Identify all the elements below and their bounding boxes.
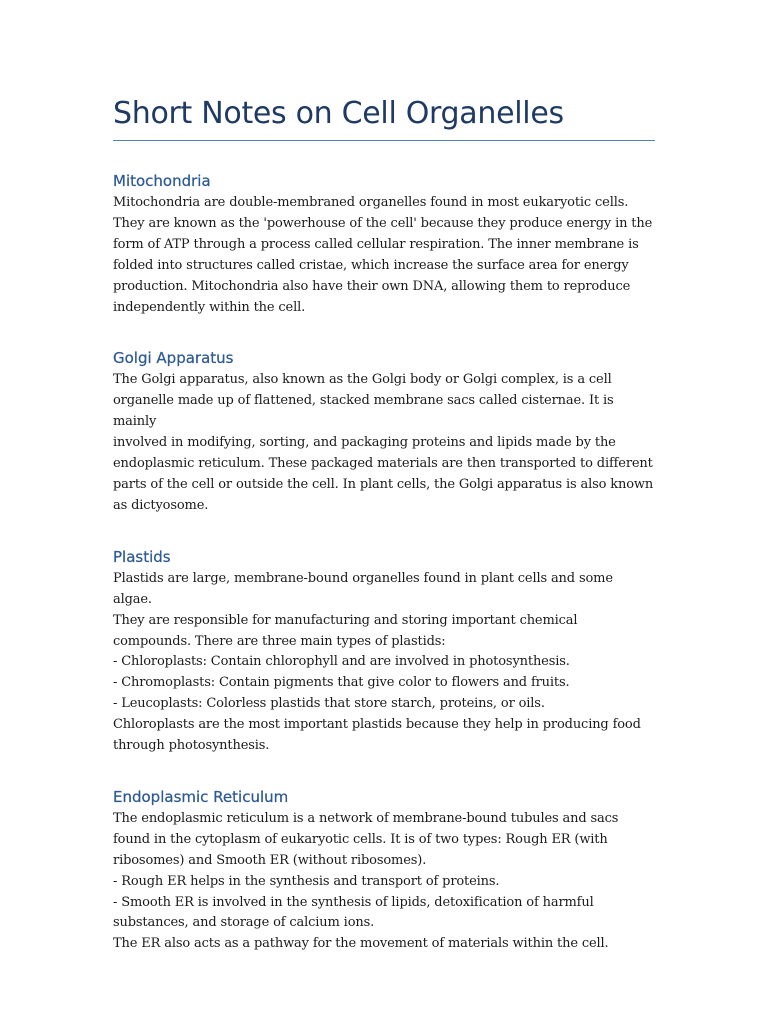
section-body-mitochondria: Mitochondria are double-membraned organelles found in most eukaryotic cells. They are known as the 'powerhouse of the cell' because they produce energy in the form of ATP through a process called cellular respiration. The inner membrane is folded into structures called cristae, which increase the surface area for energy production. Mitochondria also have their own DNA, allowing them to reproduce independently within the cell. <box>113 195 653 315</box>
section-body-plastids: Plastids are large, membrane-bound organelles found in plant cells and some algae. They are responsible for manufacturing and storing important chemical compounds. There are three main types of plastids: - Chloroplasts: Contain chlorophyll and are involved in photosynthesis. - Chromoplasts: Contain pigments that give color to flowers and fruits. - Leucoplasts: Colorless plastids that store starch, proteins, or oils. Chloroplasts are the most important plastids because they help in producing food through photosynthesis. <box>113 570 641 754</box>
section-heading-golgi-apparatus: Golgi Apparatus <box>113 349 234 368</box>
section-heading-mitochondria: Mitochondria <box>113 172 211 190</box>
section-mitochondria <box>113 171 655 318</box>
section-heading-endoplasmic-reticulum: Endoplasmic Reticulum <box>113 787 289 806</box>
page-title: Short Notes on Cell Organelles <box>113 96 564 131</box>
title-divider <box>113 140 655 141</box>
section-heading-plastids: Plastids <box>113 547 171 566</box>
section-plastids <box>113 547 655 757</box>
document-page <box>113 92 655 955</box>
section-endoplasmic-reticulum <box>113 787 655 955</box>
section-body-endoplasmic-reticulum: The endoplasmic reticulum is a network of membrane-bound tubules and sacs found in the cytoplasm of eukaryotic cells. It is of two types: Rough ER (with ribosomes) and Smooth ER (without ribosomes). - Rough ER helps in the synthesis and transport of proteins. - Smooth ER is involved in the synthesis of lipids, detoxification of harmful substances, and storage of calcium ions. The ER also acts as a pathway for the movement of materials within the cell. <box>113 810 619 952</box>
section-golgi-apparatus <box>113 348 655 516</box>
section-body-golgi-apparatus: The Golgi apparatus, also known as the Golgi body or Golgi complex, is a cell organelle made up of flattened, stacked membrane sacs called cisternae. It is mainly involved in modifying, sorting, and packaging proteins and lipids made by the endoplasmic reticulum. These packaged materials are then transported to different parts of the cell or outside the cell. In plant cells, the Golgi apparatus is also known as dictyosome. <box>113 372 654 513</box>
